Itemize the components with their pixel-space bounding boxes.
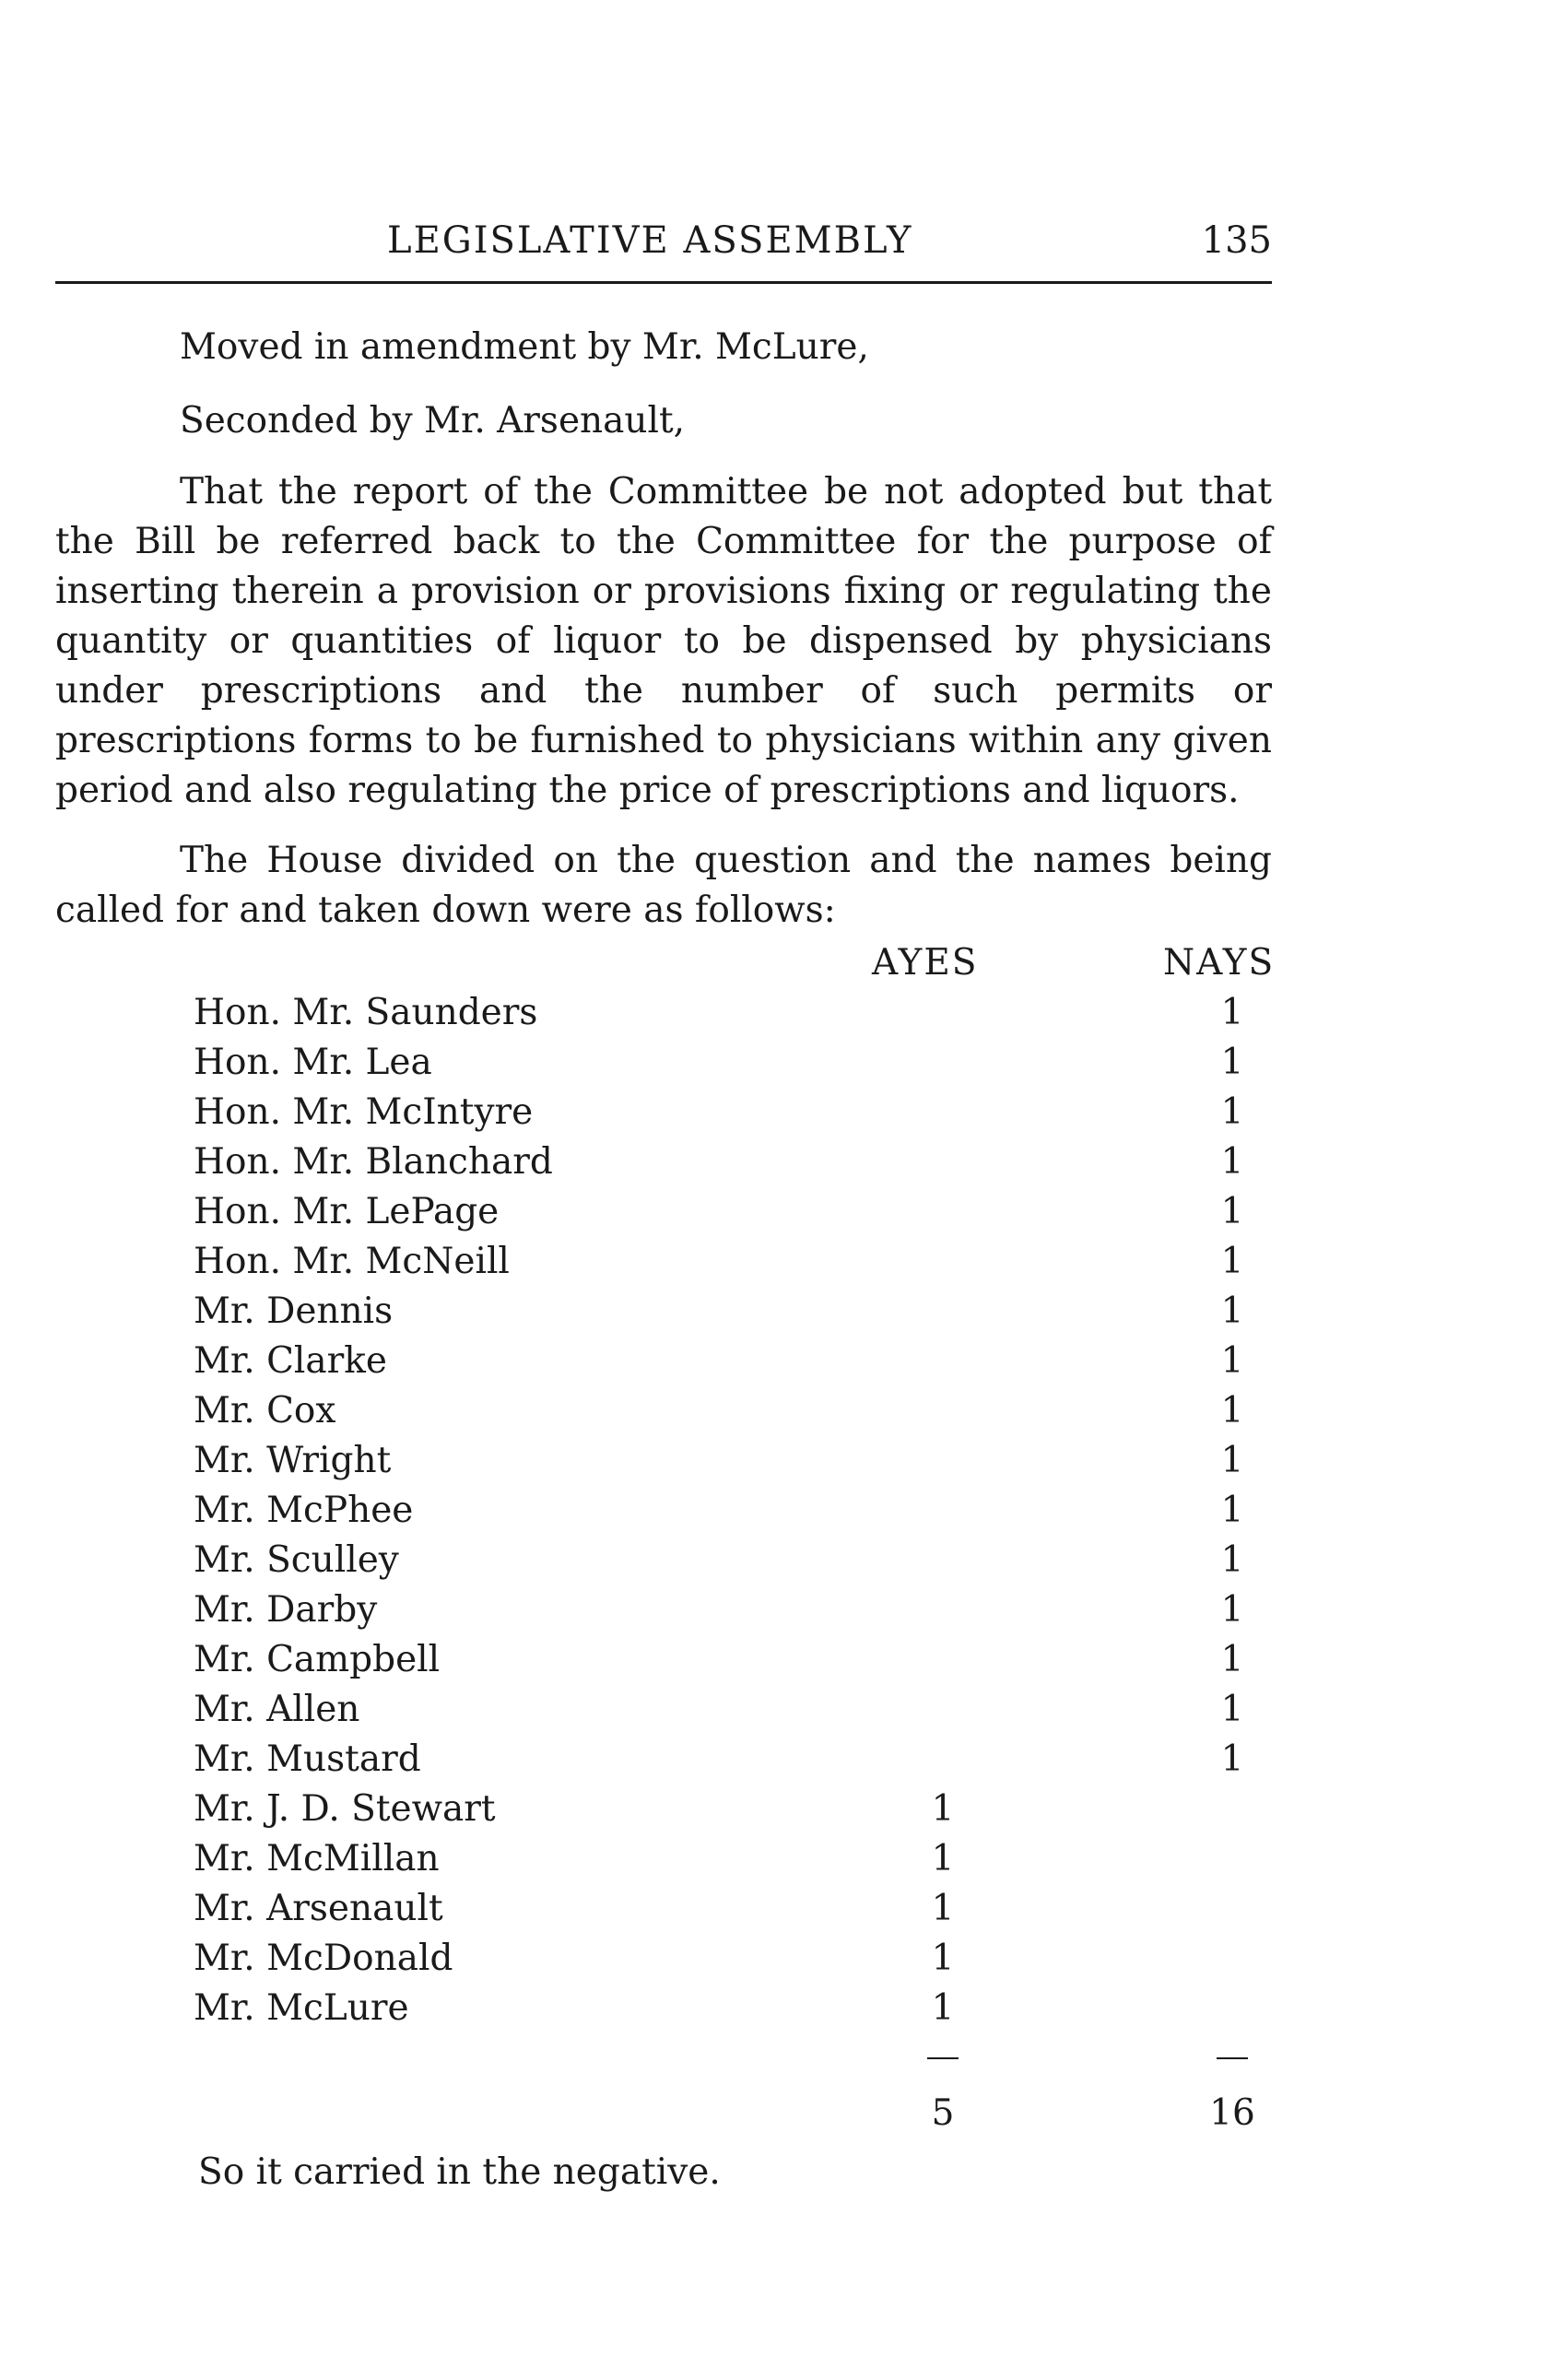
ayes-column-header: AYES [872, 942, 979, 984]
member-nay-vote: 1 [1220, 1738, 1244, 1780]
member-aye-vote: 1 [931, 1788, 955, 1830]
member-row [0, 1137, 1541, 1187]
moved-by-line: Moved in amendment by Mr. McLure, [180, 326, 869, 368]
ayes-total: 5 [931, 2092, 955, 2134]
member-nay-vote: 1 [1220, 1241, 1244, 1282]
member-nay-vote: 1 [1220, 1490, 1244, 1531]
member-row [0, 1884, 1541, 1934]
header-title: LEGISLATIVE ASSEMBLY [387, 219, 913, 262]
member-nay-vote: 1 [1220, 1091, 1244, 1133]
member-nay-vote: 1 [1220, 1539, 1244, 1581]
member-row [0, 1536, 1541, 1585]
member-name: Hon. Mr. McNeill [194, 1241, 510, 1282]
member-name: Hon. Mr. Saunders [194, 992, 538, 1033]
member-nay-vote: 1 [1220, 992, 1244, 1033]
member-nay-vote: 1 [1220, 1689, 1244, 1730]
member-row [0, 1934, 1541, 1984]
member-row [0, 1785, 1541, 1834]
member-nay-vote: 1 [1220, 1390, 1244, 1432]
page-number: 135 [1201, 219, 1272, 262]
member-name: Mr. Mustard [194, 1738, 421, 1780]
member-name: Mr. Clarke [194, 1340, 388, 1382]
member-name: Hon. Mr. Blanchard [194, 1141, 553, 1183]
member-row [0, 1735, 1541, 1785]
member-row [0, 1984, 1541, 2033]
member-aye-vote: 1 [931, 1987, 955, 2029]
member-nay-vote: 1 [1220, 1191, 1244, 1232]
member-nay-vote: 1 [1220, 1340, 1244, 1382]
member-nay-vote: 1 [1220, 1639, 1244, 1680]
member-name: Mr. Sculley [194, 1539, 399, 1581]
ayes-total-rule [927, 2057, 959, 2059]
member-name: Mr. McDonald [194, 1938, 453, 1979]
member-row [0, 1038, 1541, 1088]
member-row [0, 1237, 1541, 1287]
member-name: Mr. Campbell [194, 1639, 441, 1680]
member-nay-vote: 1 [1220, 1440, 1244, 1481]
seconded-by-line: Seconded by Mr. Arsenault, [180, 400, 686, 442]
header-rule [55, 281, 1272, 284]
member-name: Mr. Cox [194, 1390, 336, 1432]
division-intro: The House divided on the question and the names being called for and taken down were as follows: [55, 840, 1272, 931]
nays-column-header: NAYS [1163, 942, 1276, 984]
member-row [0, 1287, 1541, 1337]
member-nay-vote: 1 [1220, 1589, 1244, 1631]
member-name: Mr. McMillan [194, 1838, 440, 1879]
member-name: Mr. Arsenault [194, 1888, 443, 1929]
member-row [0, 1486, 1541, 1536]
member-row [0, 1635, 1541, 1685]
member-row [0, 1088, 1541, 1137]
member-aye-vote: 1 [931, 1938, 955, 1979]
member-row [0, 1585, 1541, 1635]
member-name: Mr. J. D. Stewart [194, 1788, 496, 1830]
member-name: Mr. Darby [194, 1589, 378, 1631]
member-nay-vote: 1 [1220, 1042, 1244, 1083]
member-row [0, 1187, 1541, 1237]
member-nay-vote: 1 [1220, 1141, 1244, 1183]
member-nay-vote: 1 [1220, 1290, 1244, 1332]
member-name: Hon. Mr. LePage [194, 1191, 500, 1232]
member-row [0, 1436, 1541, 1486]
nays-total: 16 [1209, 2092, 1255, 2134]
member-name: Mr. Wright [194, 1440, 392, 1481]
member-row [0, 1685, 1541, 1735]
member-aye-vote: 1 [931, 1888, 955, 1929]
nays-total-rule [1217, 2057, 1248, 2059]
member-name: Mr. McPhee [194, 1490, 414, 1531]
result-text: So it carried in the negative. [198, 2151, 721, 2193]
member-aye-vote: 1 [931, 1838, 955, 1879]
member-row [0, 1337, 1541, 1386]
running-header [55, 212, 1272, 267]
member-row [0, 1386, 1541, 1436]
member-name: Mr. McLure [194, 1987, 409, 2029]
member-name: Hon. Mr. Lea [194, 1042, 432, 1083]
resolution-text: That the report of the Committee be not adopted but that the Bill be referred back to the Committee for the purpose of inserting therein a provision or provisions fixing or regulating the quantity or quantities of liquor to be dispensed by physicians under prescriptions and the number of such permits or prescriptions forms to be furnished to physicians within any given period and also regulating the price of prescriptions and liquors. [55, 471, 1272, 811]
member-row [0, 988, 1541, 1038]
member-name: Hon. Mr. McIntyre [194, 1091, 534, 1133]
member-name: Mr. Allen [194, 1689, 360, 1730]
member-name: Mr. Dennis [194, 1290, 394, 1332]
member-row [0, 1834, 1541, 1884]
